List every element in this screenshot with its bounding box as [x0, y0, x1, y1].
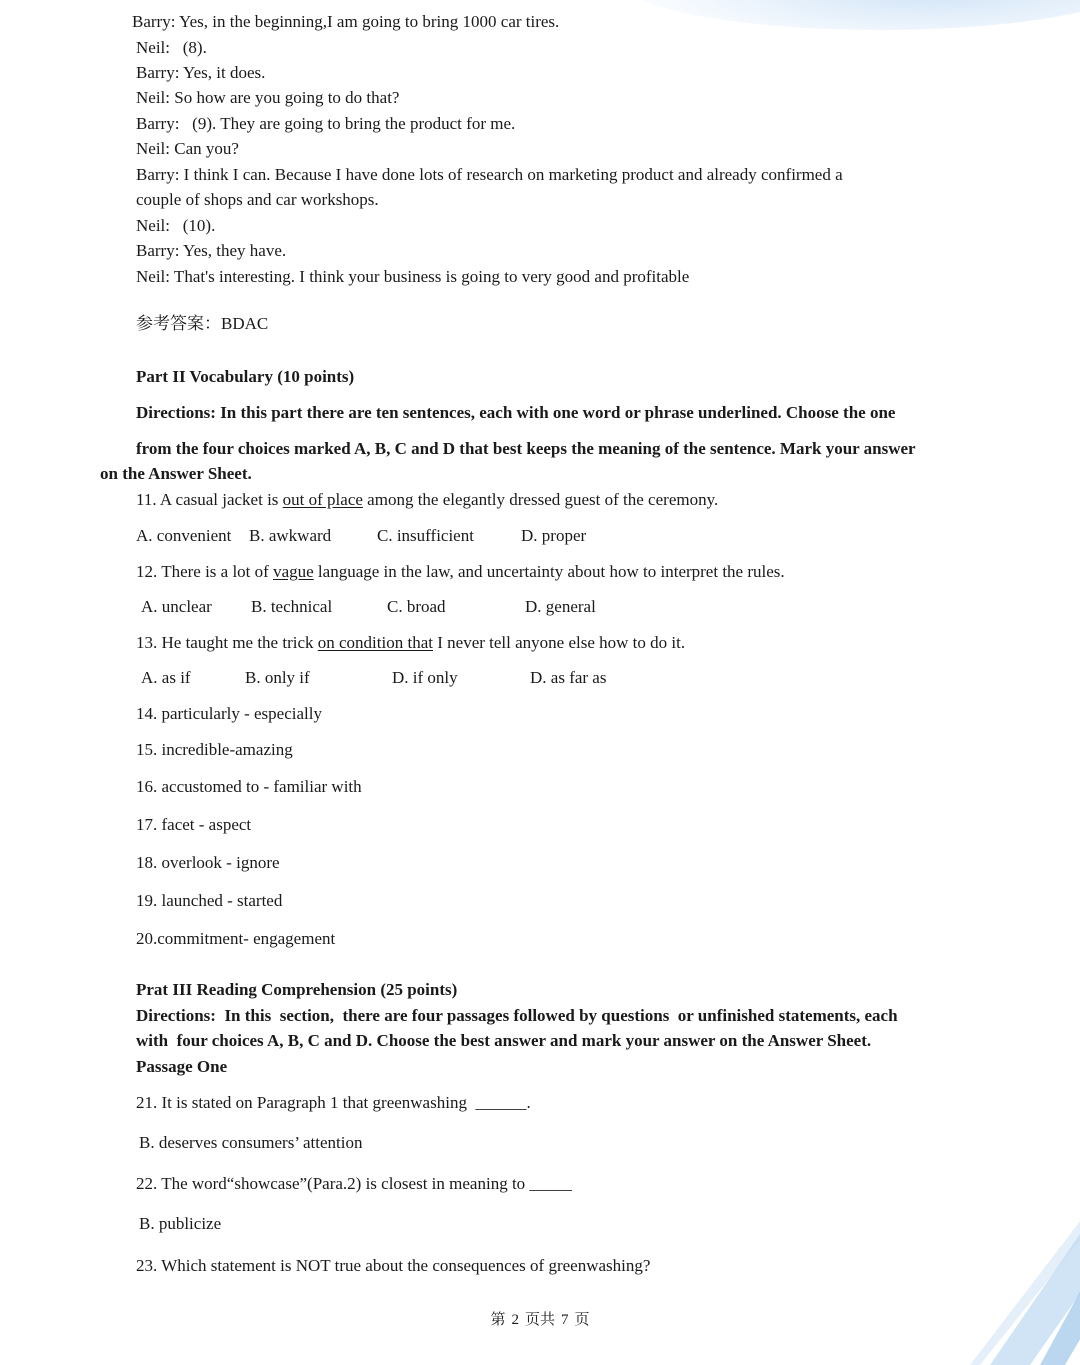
part2-directions-1: Directions: In this part there are ten sentences, each with one word or phrase underlined. Choose the one	[136, 403, 896, 422]
dialogue-line-11: Neil: That's interesting. I think your business is going to very good and profitable	[136, 267, 690, 286]
vocab-pair-17: 17. facet - aspect	[136, 815, 252, 834]
question-13: 13. He taught me the trick on condition that I never tell anyone else how to do it.	[136, 633, 686, 652]
question-21: 21. It is stated on Paragraph 1 that greenwashing ______.	[136, 1093, 531, 1112]
dialogue-line-5: Barry: (9). They are going to bring the product for me.	[136, 114, 516, 133]
part3-directions-2: with four choices A, B, C and D. Choose the best answer and mark your answer on the Answer Sheet.	[136, 1031, 872, 1050]
vocab-pair-15: 15. incredible-amazing	[136, 740, 293, 759]
q12-option-a: A. unclear	[141, 597, 212, 616]
answer-key: 参考答案：BDAC	[136, 314, 269, 333]
question-12: 12. There is a lot of vague language in the law, and uncertainty about how to interpret the rules.	[136, 562, 785, 581]
vocab-pair-16: 16. accustomed to - familiar with	[136, 777, 362, 796]
q11-option-a: A. convenient	[136, 526, 232, 545]
decorative-swoosh	[970, 1195, 1080, 1365]
vocab-pair-14: 14. particularly - especially	[136, 704, 322, 723]
q11-option-b: B. awkward	[249, 526, 332, 545]
q12-option-b: B. technical	[251, 597, 333, 616]
vocab-pair-18: 18. overlook - ignore	[136, 853, 280, 872]
underlined-phrase: on condition that	[317, 633, 433, 652]
q21-answer: B. deserves consumers’ attention	[139, 1133, 363, 1152]
q13-option-a: A. as if	[141, 668, 191, 687]
q11-option-c: C. insufficient	[377, 526, 474, 545]
question-11: 11. A casual jacket is out of place among the elegantly dressed guest of the ceremony.	[136, 490, 719, 509]
q13-option-c: D. if only	[392, 668, 458, 687]
q11-option-d: D. proper	[521, 526, 587, 545]
dialogue-line-6: Neil: Can you?	[136, 139, 239, 158]
question-22: 22. The word“showcase”(Para.2) is closest in meaning to _____	[136, 1174, 572, 1193]
part3-directions-1: Directions: In this section, there are four passages followed by questions or unfinished statements, each	[136, 1006, 898, 1025]
dialogue-line-9: Neil: (10).	[136, 216, 216, 235]
part2-title: Part II Vocabulary (10 points)	[136, 367, 355, 386]
part3-title: Prat III Reading Comprehension (25 points)	[136, 980, 458, 999]
top-decoration	[620, 0, 1080, 30]
q13-option-d: D. as far as	[530, 668, 607, 687]
vocab-pair-19: 19. launched - started	[136, 891, 283, 910]
underlined-phrase: vague	[273, 562, 314, 581]
dialogue-line-8: couple of shops and car workshops.	[136, 190, 379, 209]
q12-option-c: C. broad	[387, 597, 446, 616]
page-total: 7	[561, 1312, 569, 1328]
question-23: 23. Which statement is NOT true about the consequences of greenwashing?	[136, 1256, 651, 1275]
q12-option-d: D. general	[525, 597, 596, 616]
part2-directions-3: on the Answer Sheet.	[100, 464, 252, 483]
dialogue-line-2: Neil: (8).	[136, 38, 207, 57]
q22-answer: B. publicize	[139, 1214, 222, 1233]
part2-directions-2: from the four choices marked A, B, C and D that best keeps the meaning of the sentence. Mark your answer	[136, 439, 916, 458]
q13-option-b: B. only if	[245, 668, 310, 687]
dialogue-line-4: Neil: So how are you going to do that?	[136, 88, 400, 107]
passage-title: Passage One	[136, 1057, 228, 1076]
dialogue-line-3: Barry: Yes, it does.	[136, 63, 266, 82]
vocab-pair-20: 20.commitment- engagement	[136, 929, 336, 948]
dialogue-line-10: Barry: Yes, they have.	[136, 241, 287, 260]
dialogue-line-1: Barry: Yes, in the beginning,I am going to bring 1000 car tires.	[132, 12, 560, 31]
bottom-decoration	[970, 1195, 1080, 1365]
dialogue-line-7: Barry: I think I can. Because I have done lots of research on marketing product and already confirmed a	[136, 165, 843, 184]
page-footer: 第 2 页共 7 页	[490, 1312, 590, 1328]
page-number: 2	[511, 1312, 519, 1328]
underlined-phrase: out of place	[282, 490, 363, 509]
